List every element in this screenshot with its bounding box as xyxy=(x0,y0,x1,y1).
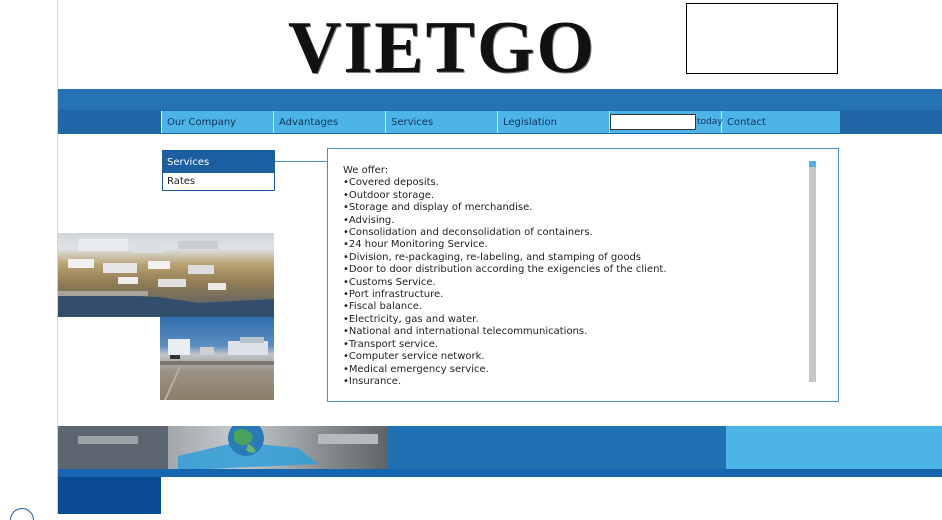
list-item: •Port infrastructure. xyxy=(343,289,444,301)
list-item: •Electricity, gas and water. xyxy=(343,313,479,325)
site-logo[interactable]: VIETGO xyxy=(288,7,597,89)
list-item: •Customs Service. xyxy=(343,276,436,288)
list-item: •Division, re-packaging, re-labeling, and stamping of goods xyxy=(343,251,642,263)
services-list xyxy=(343,165,667,388)
submenu-item-services[interactable]: Services xyxy=(163,151,274,173)
list-item: •Door to door distribution according the exigencies of the client. xyxy=(343,264,667,276)
nav-services[interactable]: Services xyxy=(386,111,498,133)
list-item: •Medical emergency service. xyxy=(343,363,489,375)
footer-dark-block xyxy=(58,477,161,514)
content-scrollbar[interactable] xyxy=(809,161,816,382)
footer-harbor-photo xyxy=(58,426,388,469)
submenu-item-rates[interactable]: Rates xyxy=(167,176,196,187)
corner-arc-icon xyxy=(10,508,34,520)
nav-search-area xyxy=(610,111,722,133)
list-item: •Advising. xyxy=(343,214,395,226)
list-item: •Storage and display of merchandise. xyxy=(343,202,533,214)
nav-our-company[interactable]: Our Company xyxy=(162,111,274,133)
list-item: •Transport service. xyxy=(343,338,438,350)
footer-strip xyxy=(58,469,942,477)
port-aerial-illustration xyxy=(58,233,274,317)
trucks-illustration xyxy=(160,317,274,400)
footer-band-accent xyxy=(726,426,942,469)
trucks-photo xyxy=(160,317,274,400)
nav-contact[interactable]: Contact xyxy=(727,117,766,128)
list-item: •Insurance. xyxy=(343,375,402,387)
list-item: •Computer service network. xyxy=(343,351,485,363)
list-item: •Consolidation and deconsolidation of containers. xyxy=(343,227,593,239)
nav-advantages[interactable]: Advantages xyxy=(274,111,386,133)
list-item: •National and international telecommunications. xyxy=(343,326,588,338)
footer-globe-illustration xyxy=(58,426,388,469)
today-label: today xyxy=(697,117,723,127)
services-content-panel xyxy=(327,148,839,402)
submenu-connector-line xyxy=(275,161,328,162)
header-banner-box xyxy=(686,3,838,74)
list-item: •24 hour Monitoring Service. xyxy=(343,239,488,251)
services-submenu xyxy=(162,150,275,191)
nav-search-input[interactable] xyxy=(610,114,696,130)
list-item: •Fiscal balance. xyxy=(343,301,423,313)
list-item: •Covered deposits. xyxy=(343,177,439,189)
list-item: •Outdoor storage. xyxy=(343,189,435,201)
main-nav xyxy=(161,111,840,133)
services-intro: We offer: xyxy=(343,165,389,176)
nav-legislation[interactable]: Legislation xyxy=(498,111,610,133)
content-scrollbar-thumb[interactable] xyxy=(809,161,816,167)
port-aerial-photo xyxy=(58,233,274,317)
